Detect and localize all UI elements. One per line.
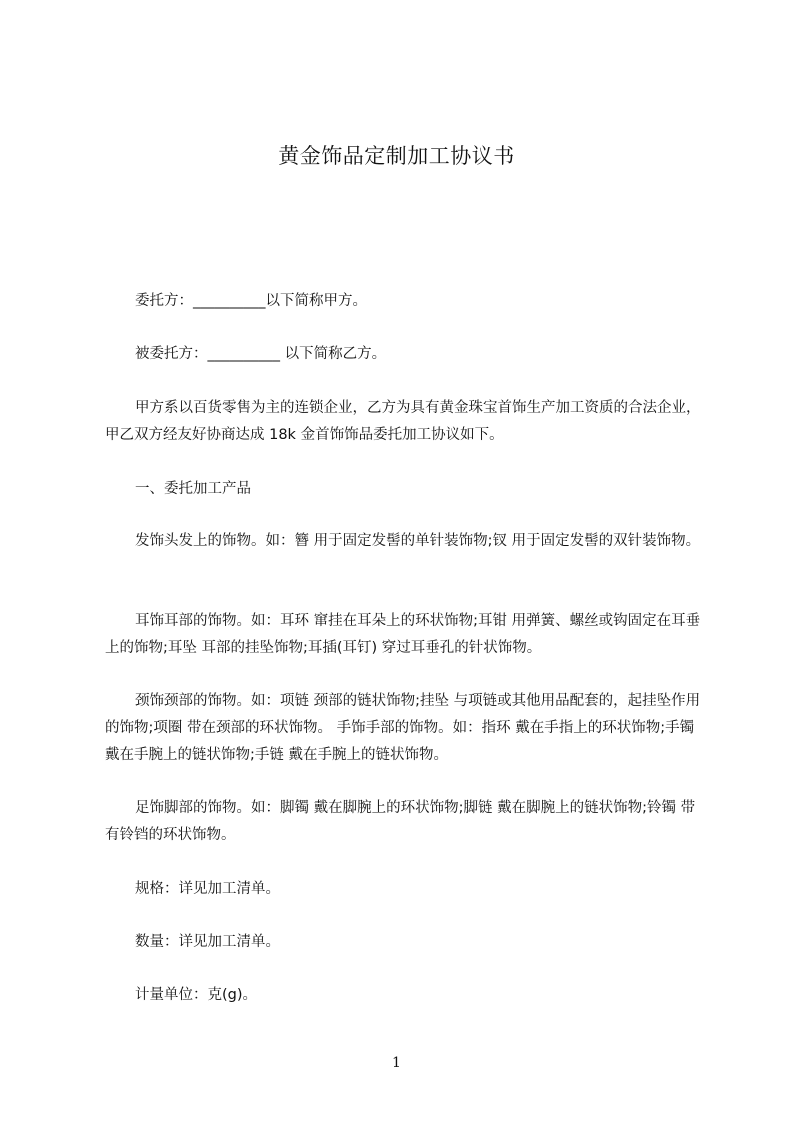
intro-paragraph: 甲方系以百货零售为主的连锁企业，乙方为具有黄金珠宝首饰生产加工资质的合法企业，甲乙双方经友好协商达成 18k 金首饰饰品委托加工协议如下。	[105, 400, 701, 443]
foot-ornaments-paragraph: 足饰脚部的饰物。如：脚镯 戴在脚腕上的环状饰物;脚链 戴在脚腕上的链状饰物;铃镯 带有铃铛的环状饰物。	[105, 800, 696, 843]
document-title: 黄金饰品定制加工协议书	[278, 144, 515, 168]
ear-ornaments-paragraph: 耳饰耳部的饰物。如：耳环 窜挂在耳朵上的环状饰物;耳钳 用弹簧、螺丝或钩固定在耳垂上的饰物;耳坠 耳部的挂坠饰物;耳插(耳钉) 穿过耳垂孔的针状饰物。	[105, 613, 701, 656]
contractor-party-line: 被委托方：__________ 以下简称乙方。	[135, 346, 387, 362]
quantity-line: 数量：详见加工清单。	[135, 934, 280, 950]
client-party-line: 委托方：__________以下简称甲方。	[135, 293, 367, 309]
hair-ornaments-paragraph: 发饰头发上的饰物。如：簪 用于固定发髻的单针装饰物;钗 用于固定发髻的双针装饰物。	[135, 533, 701, 549]
page-number: 1	[392, 1055, 401, 1071]
specification-line: 规格：详见加工清单。	[135, 881, 280, 897]
section-heading-products: 一、委托加工产品	[135, 481, 251, 497]
unit-line: 计量单位：克(g)。	[135, 987, 258, 1003]
neck-hand-ornaments-paragraph: 颈饰颈部的饰物。如：项链 颈部的链状饰物;挂坠 与项链或其他用品配套的，起挂坠作用的饰物;项圈 带在颈部的环状饰物。 手饰手部的饰物。如：指环 戴在手指上的环状饰物;手镯 戴在手腕上的链状饰物;手链 戴在手腕上的链状饰物。	[105, 693, 701, 763]
